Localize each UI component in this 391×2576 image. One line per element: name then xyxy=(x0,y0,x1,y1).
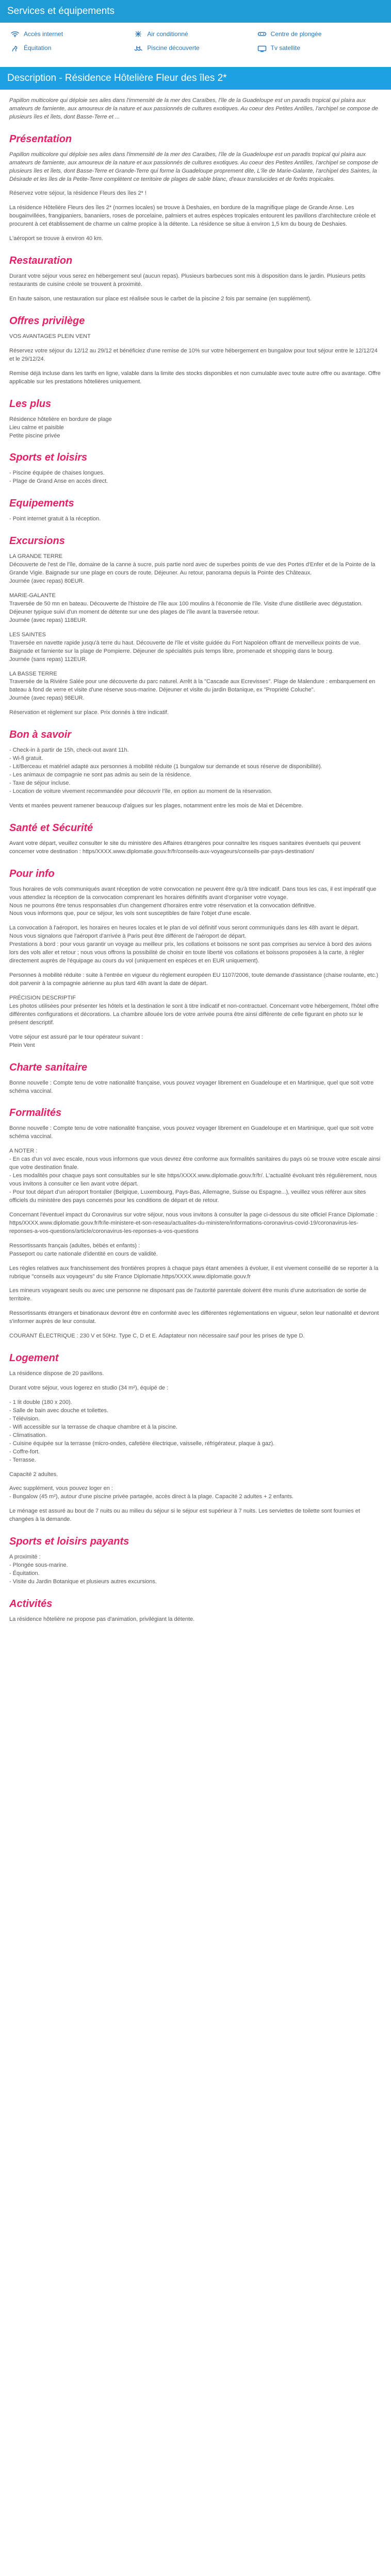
paragraph: MARIE-GALANTE Traversée de 50 mn en bateau. Découverte de l'histoire de l'île aux 100 moulins à l'économie de l'île. Visite d'une distillerie avec dégustation. Déjeuner typique suivi d'un moment de détente sur une des plages de l'île avant la traversée retour. Journée (avec repas) 118EUR. xyxy=(9,592,363,623)
section-title: Sports et loisirs xyxy=(9,452,88,464)
paragraph: Votre séjour est assuré par le tour opérateur suivant : Plein Vent xyxy=(9,1033,143,1048)
wifi-icon xyxy=(10,30,20,38)
service-label: Équitation xyxy=(24,44,52,52)
service-item xyxy=(134,44,257,53)
service-item xyxy=(257,44,381,53)
section-sports-loisirs xyxy=(9,450,382,486)
section-title: Equipements xyxy=(9,498,74,510)
section-title: Pour info xyxy=(9,868,55,879)
section-bon-a-savoir xyxy=(9,727,382,810)
paragraph: - Point internet gratuit à la réception. xyxy=(9,516,101,522)
section-equipements xyxy=(9,496,382,523)
section-sante-securite xyxy=(9,821,382,856)
section-formalites xyxy=(9,1106,382,1341)
section-title: Santé et Sécurité xyxy=(9,822,93,834)
paragraph: Résidence hôtelière en bordure de plage Lieu calme et paisible Petite piscine privée xyxy=(9,416,112,439)
paragraph: LES SAINTES Traversée en navette rapide jusqu'à terre du haut. Découverte de l'île et visite guidée du Fort Napoléon offrant de merveilleux points de vue. Baignade et farniente sur la plage de Pompierre. Déjeuner de spécialités puis temps libre, promenade et shopping dans le bourg. Journée (sans repas) 112EUR. xyxy=(9,631,361,663)
description-content xyxy=(0,94,391,1651)
section-pour-info xyxy=(9,867,382,1050)
paragraph: Réservez votre séjour du 12/12 au 29/12 et bénéficiez d'une remise de 10% sur votre hébergement en bungalow pour tout séjour entre le 12/12/24 et le 29/12/24. xyxy=(9,347,378,362)
paragraph: Les mineurs voyageant seuls ou avec une personne ne disposant pas de l'autorité parentale doivent être munis d'une autorisation de sortie de territoire. xyxy=(9,1287,367,1302)
paragraph: Bonne nouvelle : Compte tenu de votre nationalité française, vous pouvez voyager librement en Guadeloupe et en Martinique, quel que soit votre schéma vaccinal. xyxy=(9,1079,374,1094)
service-item xyxy=(10,44,134,53)
paragraph: En haute saison, une restauration sur place est réalisée sous le carbet de la piscine 2 fois par semaine (en supplément). xyxy=(9,296,312,302)
services-title-bar xyxy=(0,0,391,23)
description-title-bar xyxy=(0,67,391,90)
paragraph: Concernant l'éventuel impact du Coronavirus sur votre séjour, nous vous invitons à consulter la page ci-dessous du site officiel France Diplomatie : https/XXXX.www.diplomatie.gouv.fr/fr/le-ministere-et-son-reseau/actualites-du-ministere/informations-coronavirus-covid-19/coronavirus-les-reponses-a-vos-questions/article/coronavirus-les-reponses-a-vos-questions xyxy=(9,1211,378,1234)
service-label: Accès internet xyxy=(24,30,63,38)
section-title: Bon à savoir xyxy=(9,729,72,741)
paragraph: PRÉCISION DESCRIPTIF Les photos utilisées pour présenter les hôtels et la destination le sont à titre indicatif et non-contractuel. Concernant votre hébergement, l'hôtel offre différentes configurations et décorations. La chambre allouée lors de votre arrivée pourra être ainsi différente de celle figurant en photo sur le présent descriptif. xyxy=(9,994,379,1026)
paragraph: La convocation à l'aéroport, les horaires en heures locales et le plan de vol définitif vous seront communiqués dans les 48h avant le départ. Nous vous signalons que l'aéroport d'arrivée à Paris peut être différent de l'aéroport de départ. Prestations à bord : pour vous garantir un voyage au meilleur prix, les collations et boissons ne sont pas comprises au service à bord des avions lors des vols aller et retour ; nous vous offrons la possibilité de choisir en toute liberté vos collations et boissons proposées à la carte, à régler directement auprès de l'équipage au cours du vol (uniquement en espèces et en EUR uniquement). xyxy=(9,925,372,964)
paragraph: L'aéroport se trouve à environ 40 km. xyxy=(9,235,103,242)
section-title: Formalités xyxy=(9,1107,62,1119)
section-title: Les plus xyxy=(9,398,52,410)
paragraph: Capacité 2 adultes. xyxy=(9,1471,58,1478)
paragraph: COURANT ÉLECTRIQUE : 230 V et 50Hz. Type C, D et E. Adaptateur non nécessaire sauf pour les prises de type D. xyxy=(9,1333,305,1340)
service-label: Tv satellite xyxy=(270,44,301,52)
paragraph: Réservez votre séjour, la résidence Fleurs des îles 2* ! xyxy=(9,190,146,197)
paragraph: Avec supplément, vous pouvez loger en : - Bungalow (45 m²), autour d'une piscine privée partagée, accès direct à la plage. Capacité 2 adultes + 2 enfants. xyxy=(9,1485,294,1500)
section-title: Logement xyxy=(9,1352,59,1364)
service-item xyxy=(257,30,381,39)
snowflake-icon xyxy=(134,30,143,38)
section-title: Activités xyxy=(9,1598,53,1609)
paragraph: Les règles relatives aux franchissement des frontières propres à chaque pays étant amenées à évoluer, il est vivement conseillé de se reporter à la rubrique "conseils aux voyageurs" du site France Diplomatie.https/XXXX.www.diplomatie.gouv.fr xyxy=(9,1265,379,1280)
services-title: Services et équipements xyxy=(7,6,115,16)
section-title: Présentation xyxy=(9,133,72,145)
section-title: Offres privilège xyxy=(9,315,85,327)
paragraph: La résidence hôtelière ne propose pas d'animation, privilégiant la détente. xyxy=(9,1616,195,1622)
paragraph: Personnes à mobilité réduite : suite à l'entrée en vigueur du règlement européen EU 1107/2006, toute demande d'assistance (chaise roulante, etc.) doit parvenir à la compagnie aérienne au plus tard 48h avant la date de départ. xyxy=(9,972,379,987)
paragraph: Durant votre séjour, vous logerez en studio (34 m²), équipé de : xyxy=(9,1385,169,1392)
horse-icon xyxy=(10,45,20,52)
paragraph: - Check-in à partir de 15h, check-out avant 11h. - Wi-fi gratuit. - Lit/Berceau et matériel adapté aux personnes à mobilité réduite (1 bungalow sur demande et sous réserve de disponibilité). - Les animaux de compagnie ne sont pas admis au sein de la résidence. - Taxe de séjour incluse. - Location de voiture vivement recommandée pour découvrir l'île, en option au moment de la réservation. xyxy=(9,747,322,794)
section-charte-sanitaire xyxy=(9,1060,382,1096)
section-title: Restauration xyxy=(9,255,73,267)
section-title: Charte sanitaire xyxy=(9,1061,88,1073)
paragraph: Papillon multicolore qui déploie ses ailes dans l'immensité de la mer des Caraïbes, l'île de la Guadeloupe est un paradis tropical qui plaira aux amateurs de farniente, aux amoureux de la nature et aux passionnés de cultures exotiques. Au coeur des Petites Antilles, l'archipel se compose de plusieurs îles et îlets, dont Basse-Terre et Grande-Terre qui forme la Guadeloupe proprement dite, L'île de Marie-Galante, l'archipel des Saintes, la Désirade et les îles de la Petite-Terre complètent ce territoire de plages de sable blanc, d'eaux translucides et de forêts tropicales. xyxy=(9,151,378,182)
paragraph: Réservation et règlement sur place. Prix donnés à titre indicatif. xyxy=(9,709,169,716)
paragraph: - Piscine équipée de chaises longues. - Plage de Grand Anse en accès direct. xyxy=(9,470,108,485)
pool-icon xyxy=(134,45,143,52)
paragraph: Remise déjà incluse dans les tarifs en ligne, valable dans la limite des stocks disponibles et non cumulable avec toute autre offre ou avantage. Offre applicable sur les prestations hôtelières uniquement. xyxy=(9,370,381,385)
service-item xyxy=(134,30,257,39)
paragraph: Avant votre départ, veuillez consulter le site du ministère des Affaires étrangères pour connaître les risques sanitaires éventuels qui peuvent concerner votre destination : https/XXXX.www.diplomatie.gouv.fr/fr/conseils-aux-voyageurs/conseils-par-pays-destination/ xyxy=(9,840,361,855)
service-label: Air conditionné xyxy=(147,30,188,38)
services-grid xyxy=(0,27,391,60)
section-logement xyxy=(9,1351,382,1524)
paragraph: - 1 lit double (180 x 200). - Salle de bain avec douche et toilettes. - Télévision. - Wifi accessible sur la terrasse de chaque chambre et à la piscine. - Climatisation. - Cuisine équipée sur la terrasse (micro-ondes, cafetière électrique, vaisselle, réfrigérateur, plaque à gaz). - Coffre-fort. - Terrasse. xyxy=(9,1399,275,1463)
paragraph: Ressortissants français (adultes, bébés et enfants) : Passeport ou carte nationale d'identité en cours de validité. xyxy=(9,1242,158,1257)
paragraph: Durant votre séjour vous serez en hébergement seul (aucun repas). Plusieurs barbecues sont mis à disposition dans le jardin. Plusieurs petits restaurants de cuisine créole se trouvent à proximité. xyxy=(9,273,366,288)
section-presentation xyxy=(9,132,382,243)
paragraph: La résidence Hôtelière Fleurs des îles 2* (normes locales) se trouve à Deshaies, en bordure de la magnifique plage de Grande Anse. Les bougainvillées, frangipaniers, bananiers, roses de porcelaine, palmiers et autres espèces tropicales entourent les pavillons d'architecture créole et procurent à cet établissement de charme un calme propice à la détente. La résidence se situe à environ 1,5 km du bourg de Deshaies. xyxy=(9,205,376,228)
paragraph: Le ménage est assuré au bout de 7 nuits ou au milieu du séjour si le séjour est supérieur à 7 nuits. Les serviettes de toilette sont fournies et changées à la demande. xyxy=(9,1508,360,1523)
service-item xyxy=(10,30,134,39)
section-title: Sports et loisirs payants xyxy=(9,1536,129,1548)
section-les-plus xyxy=(9,397,382,440)
service-label: Piscine découverte xyxy=(147,44,200,52)
paragraph: Ressortissants étrangers et binationaux devront être en conformité avec les différentes réglementations en vigueur, selon leur nationalité et devront s'informer auprès de leur consulat. xyxy=(9,1310,379,1325)
dive-icon xyxy=(257,30,267,38)
paragraph: La résidence dispose de 20 pavillons. xyxy=(9,1370,104,1377)
paragraph: Vents et marées peuvent ramener beaucoup d'algues sur les plages, notamment entre les mois de Mai et Décembre. xyxy=(9,802,303,809)
section-excursions xyxy=(9,534,382,717)
paragraph: LA GRANDE TERRE Découverte de l'est de l'île, domaine de la canne à sucre, puis partie nord avec de superbes points de vue des Portes d'Enfer et de la Pointe de la Grande Vigie. Baignade sur une plage en cours de route. Déjeuner. Au retour, panorama depuis la Pointe des Châteaux. Journée (avec repas) 80EUR. xyxy=(9,553,376,585)
description-title: Description - Résidence Hôtelière Fleur des îles 2* xyxy=(7,73,227,84)
section-sports-loisirs-payants xyxy=(9,1534,382,1586)
paragraph: VOS AVANTAGES PLEIN VENT xyxy=(9,333,91,340)
section-restauration xyxy=(9,253,382,303)
paragraph: Tous horaires de vols communiqués avant réception de votre convocation ne peuvent être qu'à titre indicatif. Dans tous les cas, il est impératif que vous attendiez la réception de la convocation comprenant les horaires définitifs avant d'organiser votre voyage. Nous ne pourrons être tenus responsables d'un changement d'horaires entre votre réservation et la convocation définitive. Nous vous informons que, pour ce séjour, les vols sont susceptibles de faire l'objet d'une escale. xyxy=(9,886,377,917)
tv-icon xyxy=(257,45,267,52)
intro-text: Papillon multicolore qui déploie ses ailes dans l'immensité de la mer des Caraïbes, l'île de la Guadeloupe est un paradis tropical qui plaira aux amateurs de farniente, aux amoureux de la nature et aux passionnés de cultures exotiques. Au coeur des Petites Antilles, l'archipel se compose de plusieurs îles et îlets, dont Basse-Terre et ... xyxy=(9,97,378,120)
paragraph: A NOTER : - En cas d'un vol avec escale, nous vous informons que vous devrez être conforme aux formalités sanitaires du pays où se trouve votre escale ainsi que votre destination finale. - Les modalités pour chaque pays sont consultables sur le site https/XXXX.www.diplomatie.gouv.fr/fr/. L'actualité évoluant très régulièrement, nous vous invitons à consulter ce lien avant votre départ. - Pour tout départ d'un aéroport frontalier (Belgique, Luxembourg, Pays-Bas, Allemagne, Suisse ou Espagne...), veuillez vous référer aux sites officiels du ministère des pays concernés pour les conditions de départ et de retour. xyxy=(9,1148,381,1204)
paragraph: A proximité : - Plongée sous-marine. - Équitation. - Visite du Jardin Botanique et plusieurs autres excursions. xyxy=(9,1554,157,1585)
section-offres-privilege xyxy=(9,314,382,386)
section-activites xyxy=(9,1597,382,1624)
paragraph: Bonne nouvelle : Compte tenu de votre nationalité française, vous pouvez voyager librement en Guadeloupe et en Martinique, quel que soit votre schéma vaccinal. xyxy=(9,1125,374,1140)
section-title: Excursions xyxy=(9,535,65,547)
service-label: Centre de plongée xyxy=(270,30,322,38)
paragraph: LA BASSE TERRE Traversée de la Rivière Salée pour une découverte du parc naturel. Arrêt à la "Cascade aux Ecrevisses". Plage de Malendure : embarquement en bateau à fond de verre et visite d'une réserve sous-marine. Déjeuner et visite du jardin Botanique, ex "Propriété Coluche". Journée (avec repas) 98EUR. xyxy=(9,670,376,702)
